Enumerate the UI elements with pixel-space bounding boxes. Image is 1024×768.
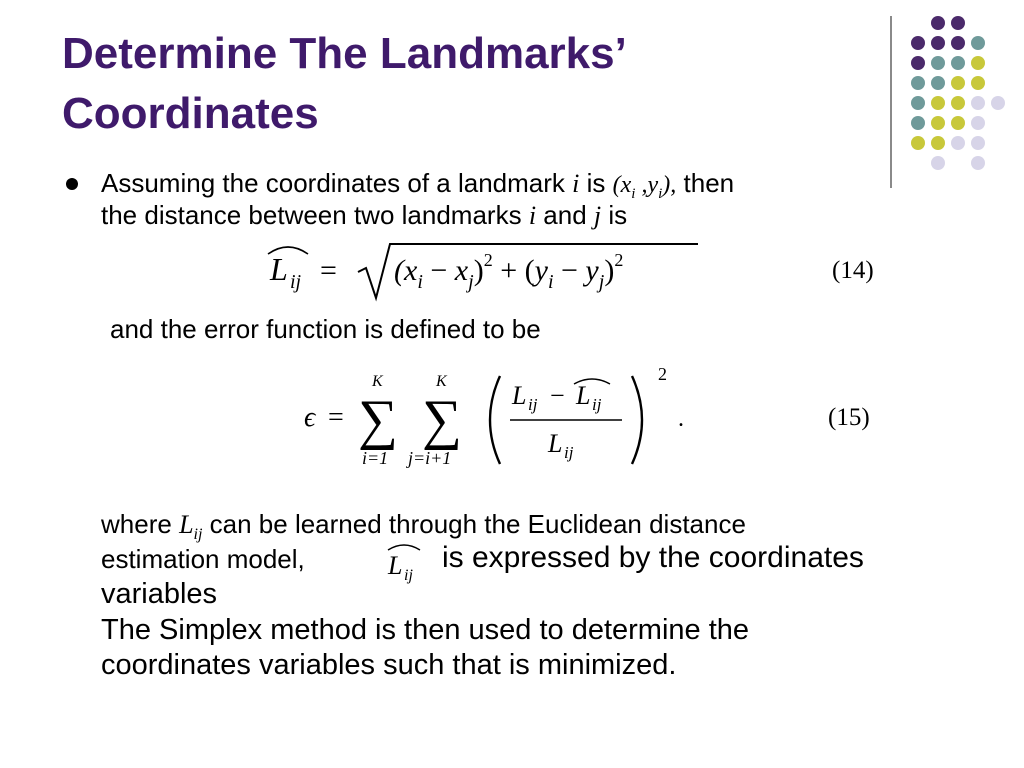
error-function-text: and the error function is defined to be	[110, 314, 541, 344]
dot-icon	[931, 56, 945, 70]
inline-l-sub: ij	[404, 567, 413, 584]
var-l: L	[179, 510, 194, 539]
dot-icon	[951, 16, 965, 30]
coord-sep: ,y	[635, 172, 659, 198]
where-line-4: The Simplex method is then used to determine the	[101, 614, 750, 646]
frac-den-l: L	[548, 429, 563, 458]
dot-icon	[931, 36, 945, 50]
sum1-bottom: i=1	[362, 448, 389, 468]
word-where: where	[101, 509, 172, 539]
var-l-sub: ij	[193, 526, 203, 544]
eq15-number: (15)	[828, 404, 870, 431]
dot-icon	[911, 56, 925, 70]
eq15-equals: =	[328, 402, 344, 433]
frac-num-lhat: L	[576, 381, 591, 410]
bullet-text-2: the distance between two landmarks	[101, 200, 522, 230]
dot-icon	[911, 36, 925, 50]
sum2-bottom: j=i+1	[408, 448, 452, 468]
divider-line	[890, 16, 892, 188]
dot-icon	[931, 136, 945, 150]
frac-num-lhat-sub: ij	[592, 395, 602, 414]
dot-icon	[951, 96, 965, 110]
dot-icon	[991, 96, 1005, 110]
eq14-equals: =	[320, 254, 337, 287]
title-line-2: Coordinates	[62, 89, 319, 138]
title-line-1: Determine The Landmarks’	[62, 29, 627, 78]
dot-icon	[971, 116, 985, 130]
eq14-number: (14)	[832, 257, 874, 284]
eq14-lhs-sub: ij	[290, 271, 302, 293]
left-paren-icon	[490, 376, 500, 464]
bullet-line-2	[101, 199, 901, 232]
dot-icon	[911, 96, 925, 110]
dot-icon	[911, 116, 925, 130]
word-is-2: is	[608, 200, 628, 230]
dot-icon	[971, 96, 985, 110]
where-line-5: coordinates variables such that is minimized.	[101, 649, 677, 681]
coord-close: ),	[662, 172, 677, 198]
dot-icon	[931, 96, 945, 110]
where-line-2-post: is expressed by the coordinates	[442, 541, 864, 574]
var-i: i	[572, 169, 580, 198]
coord-sub-i: i	[631, 185, 636, 202]
dot-icon	[971, 156, 985, 170]
sum2-icon: ∑	[422, 389, 462, 451]
coord-open: (x	[612, 172, 632, 198]
word-is: is	[586, 168, 606, 198]
equation-14	[262, 236, 902, 316]
eq15-power: 2	[658, 364, 667, 384]
var-j: j	[593, 201, 602, 230]
var-lij	[179, 510, 203, 544]
dot-icon	[951, 136, 965, 150]
dot-icon	[931, 16, 945, 30]
where-line-1-text: can be learned through the Euclidean distance	[209, 509, 746, 539]
eq14-radicand: $(x_i - x_j)^2 + (y_i - y_j)^2$	[394, 250, 624, 293]
dot-icon	[931, 156, 945, 170]
dot-icon	[971, 56, 985, 70]
word-then: then	[683, 168, 735, 198]
eq14-lhs-l: L	[270, 251, 288, 287]
word-and: and	[543, 200, 587, 230]
dot-icon	[951, 56, 965, 70]
frac-minus: −	[550, 381, 565, 410]
equation-15	[300, 362, 720, 472]
bullet-text: Assuming the coordinates of a landmark	[101, 168, 565, 198]
sum1-icon: ∑	[358, 389, 398, 451]
bullet-dot-icon	[66, 178, 78, 190]
slide-title	[62, 24, 862, 144]
frac-den-sub: ij	[564, 443, 574, 462]
dot-icon	[911, 76, 925, 90]
eq15-dot: .	[678, 406, 684, 432]
dot-icon	[971, 136, 985, 150]
dot-icon	[931, 76, 945, 90]
sum1-top: K	[372, 373, 383, 390]
var-i-2: i	[528, 201, 537, 230]
hat-icon	[388, 545, 420, 550]
right-paren-icon	[632, 376, 642, 464]
frac-num-l: L	[512, 381, 527, 410]
dot-icon	[911, 136, 925, 150]
frac-num-sub: ij	[528, 395, 538, 414]
dot-icon	[951, 36, 965, 50]
sum2-top: K	[436, 373, 447, 390]
where-line-2-pre: estimation model,	[101, 544, 305, 574]
dot-icon	[951, 76, 965, 90]
dot-icon	[951, 116, 965, 130]
dot-icon	[971, 76, 985, 90]
inline-l: L	[388, 551, 403, 580]
coord-sub-i-2: i	[658, 185, 663, 202]
coord-expression	[612, 172, 677, 202]
eq15-epsilon: ϵ	[304, 402, 316, 433]
dot-icon	[931, 116, 945, 130]
where-line-3: variables	[101, 578, 218, 610]
dot-icon	[971, 36, 985, 50]
